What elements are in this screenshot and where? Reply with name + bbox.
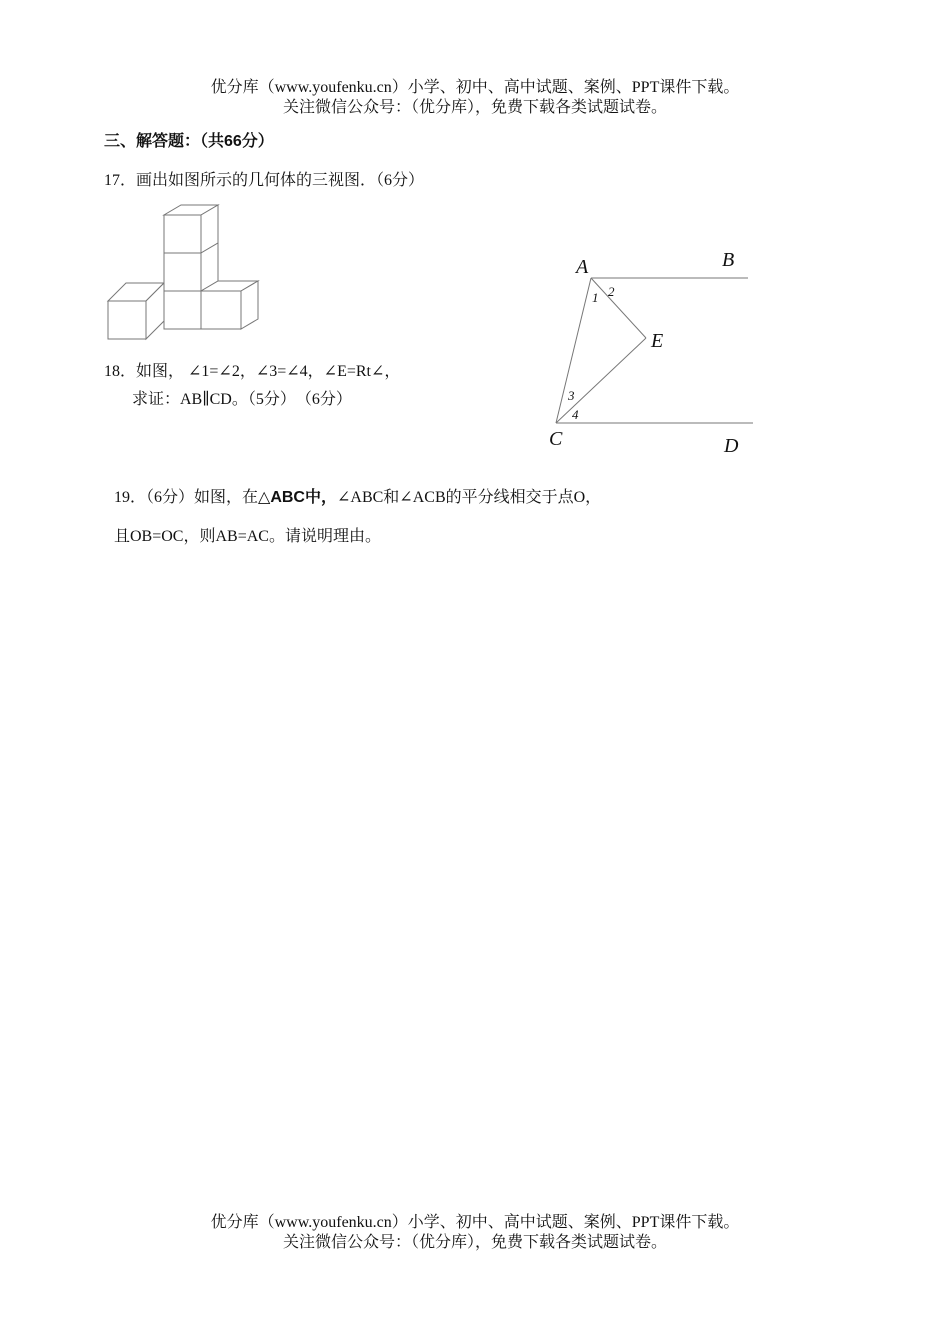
cubes-figure: [100, 200, 270, 350]
question-18-line-2: 求证：AB∥CD。（5分） （6分）: [132, 391, 352, 408]
question-19-line-2: 且OB=OC，则AB=AC。请说明理由。: [114, 528, 381, 545]
header-line-1: 优分库（www.youfenku.cn）小学、初中、高中试题、案例、PPT课件下载。: [210, 79, 740, 96]
footer-line-1: 优分库（www.youfenku.cn）小学、初中、高中试题、案例、PPT课件下载。: [210, 1214, 740, 1231]
cube-center-bottom: [164, 291, 201, 329]
label-D: D: [724, 435, 739, 457]
question-19-part-b: △ABC中，: [258, 489, 337, 506]
segment-CE: [556, 338, 646, 423]
angle-1: 1: [592, 290, 599, 305]
angle-3: 3: [568, 388, 575, 403]
cube-right: [201, 281, 258, 329]
angle-2: 2: [608, 284, 615, 299]
segment-AE: [591, 278, 646, 338]
question-19-part-c: ∠ABC和∠ACB的平分线相交于点O，: [337, 489, 602, 506]
question-18-line-1: 18．如图， ∠1=∠2，∠3=∠4，∠E=Rt∠，: [104, 363, 401, 380]
question-19-line-1: [114, 484, 601, 507]
header-line-2: 关注微信公众号：（优分库），免费下载各类试题试卷。: [282, 99, 667, 116]
label-E: E: [651, 330, 664, 352]
question-17: 17．画出如图所示的几何体的三视图．（6分）: [104, 172, 425, 189]
cube-left: [108, 283, 164, 339]
cube-top: [164, 205, 218, 253]
label-B: B: [722, 249, 735, 271]
parallel-lines-figure: [540, 245, 770, 460]
footer-line-2: 关注微信公众号：（优分库），免费下载各类试题试卷。: [282, 1234, 667, 1251]
label-A: A: [576, 256, 589, 278]
section-title: 三、解答题：（共66分）: [104, 133, 274, 150]
angle-4: 4: [572, 407, 579, 422]
label-C: C: [549, 428, 563, 450]
question-19-part-a: 19．（6分）如图，在: [114, 489, 259, 506]
